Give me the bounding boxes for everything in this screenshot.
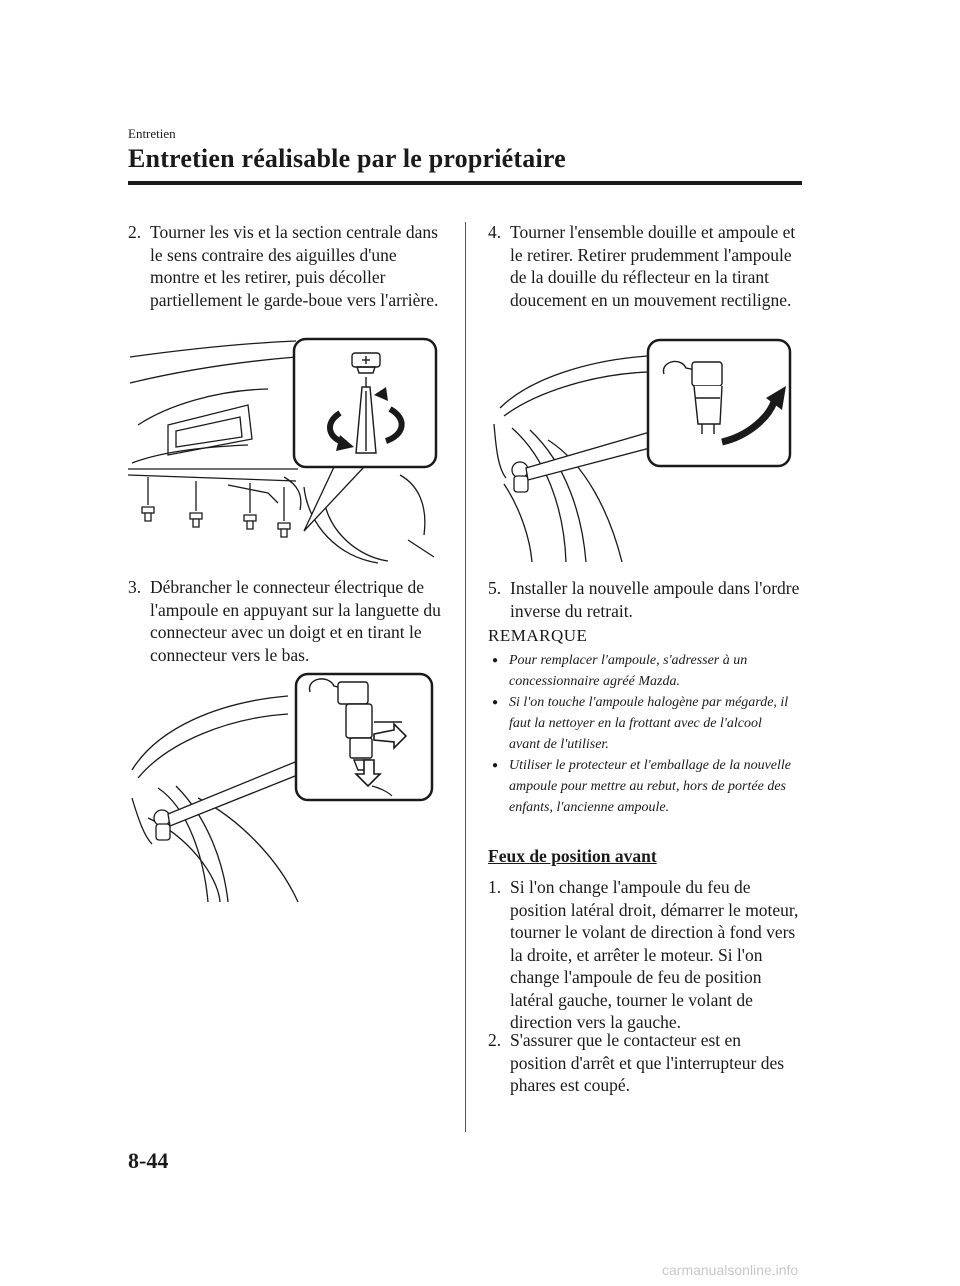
step-3 [128,576,444,666]
step-number: 2. [128,222,142,242]
watermark: carmanualsonline.info [662,1262,799,1278]
note-item [492,755,792,818]
step-text: Installer la nouvelle ampoule dans l'ordre inverse du retrait. [510,578,800,621]
step-text: Débrancher le connecteur électrique de l'ampoule en appuyant sur la languette du connecteur avec un doigt et en tirant le connecteur vers le bas. [150,577,441,665]
step-text: Tourner les vis et la section centrale dans le sens contraire des aiguilles d'une montre et les retirer, puis décoller partiellement le garde-boue vers l'arrière. [150,222,439,310]
bullet-icon: ● [492,655,499,666]
step-number: 2. [488,1030,502,1050]
step-text: Si l'on change l'ampoule du feu de position latéral droit, démarrer le moteur, tourner le volant de direction à fond vers la droite, et arrêter le moteur. Si l'on change l'ampoule de feu de position latéral gauche, tourner le volant de direction vers la gauche. [510,877,799,1032]
step-number: 3. [128,577,142,597]
step-5 [488,577,800,622]
position-step-1 [488,876,800,1034]
step-number: 4. [488,222,502,242]
step-4 [488,221,800,311]
remarque-heading: REMARQUE [488,626,588,645]
note-text: Utiliser le protecteur et l'emballage de la nouvelle ampoule pour mettre au rebut, hors de portée des enfants, l'ancienne ampoule. [509,758,792,815]
step-text: Tourner l'ensemble douille et ampoule et le retirer. Retirer prudemment l'ampoule de la douille du réflecteur en la tirant doucement en un mouvement rectiligne. [510,222,796,310]
note-text: Pour remplacer l'ampoule, s'adresser à un concessionnaire agréé Mazda. [509,653,748,689]
note-item [492,650,792,692]
title-rule [128,181,802,185]
figure-bulb-socket [490,338,796,562]
step-2 [128,221,444,311]
column-divider [465,222,466,1132]
figure-bumper-screws [128,335,444,565]
bullet-icon: ● [492,697,499,708]
page-title: Entretien réalisable par le propriétaire [128,144,566,173]
step-text: S'assurer que le contacteur est en position d'arrêt et que l'interrupteur des phares est coupé. [510,1030,785,1095]
figure-connector [128,668,444,902]
section-label: Entretien [128,126,176,141]
step-number: 5. [488,578,502,598]
page-number: 8-44 [128,1148,169,1173]
bullet-icon: ● [492,760,499,771]
note-item [492,692,792,755]
note-text: Si l'on touche l'ampoule halogène par mégarde, il faut la nettoyer en la frottant avec de l'alcool avant de l'utiliser. [509,695,789,752]
subsection-heading: Feux de position avant [488,846,657,866]
step-number: 1. [488,877,502,897]
position-step-2 [488,1029,800,1097]
